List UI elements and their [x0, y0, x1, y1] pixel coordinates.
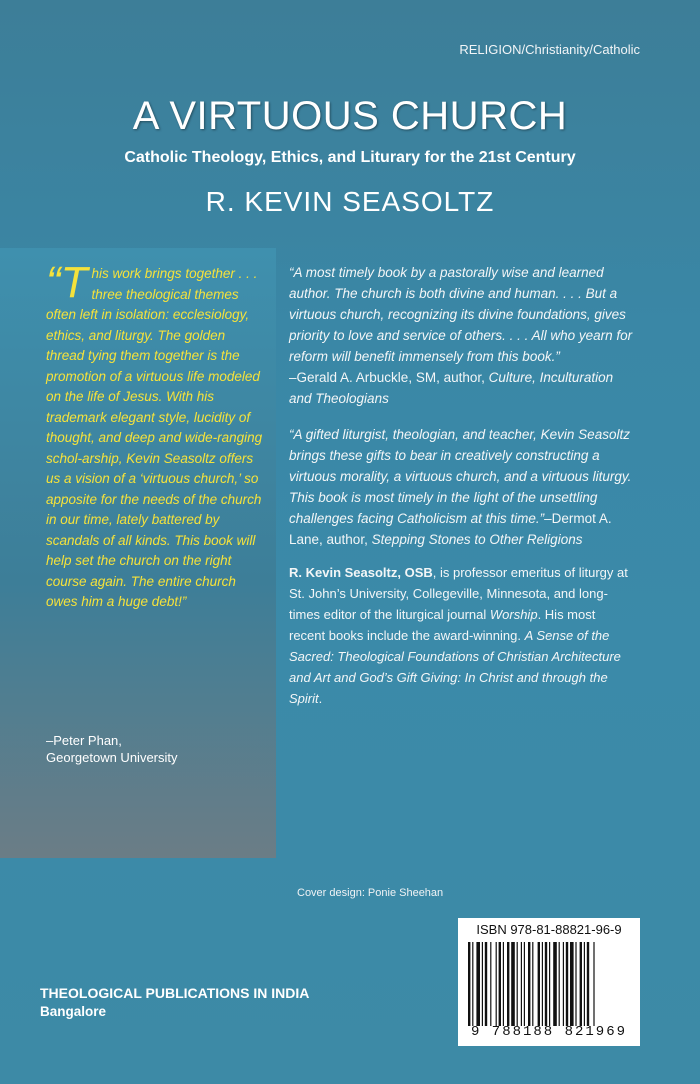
category-label: RELIGION/Christianity/Catholic — [459, 42, 640, 57]
endorsement-quote-phan — [46, 258, 266, 613]
quote-text: his work brings together . . . three theological themes often left in isolation: ecclesiology, ethics, and liturgy. The golden thread tying them together is the promotion of a virtuous life modeled on the life of Jesus. With his trademark elegant style, lucidity of thought, and deep and wide-ranging schol-arship, Kevin Seasoltz offers us a vision of a ‘virtuous church,’ so apposite for the needs of the church in our time, lately battered by scandals of all kinds. This book will help set the church on the right course again. The entire church owes him a huge debt!” — [46, 266, 263, 609]
author-bio — [289, 562, 634, 709]
book-title: A VIRTUOUS CHURCH — [132, 94, 568, 138]
quote-dropcap: “T — [46, 258, 88, 307]
isbn-number: ISBN 978-81-88821-96-9 — [476, 922, 622, 937]
bio-text-2: . His most recent books include the award-winning. — [289, 607, 596, 643]
quote-book-title: Stepping Stones to Other Religions — [371, 532, 583, 547]
bio-books: A Sense of the Sacred: Theological Foundations of Christian Architecture and Art and God’s Gift Giving: In Christ and through the Spirit — [289, 628, 621, 706]
quote-text: “A most timely book by a pastorally wise and learned author. The church is both divine and human. . . . But a virtuous church, recognizing its divine foundations, gives priority to love and service of others. . . . All who yearn for reform will benefit immensely from this book.” — [289, 265, 633, 364]
attribution-org: Georgetown University — [46, 750, 178, 765]
barcode-digits: 9 788188 821969 — [470, 1024, 628, 1040]
bio-text-1: , is professor emeritus of liturgy at St. John’s University, Collegeville, Minnesota, and long-times editor of the liturgical journal — [289, 565, 628, 622]
isbn-barcode — [458, 918, 640, 1046]
quote-attribution: –Dermot A. Lane, author, — [289, 511, 612, 547]
right-column — [289, 262, 634, 709]
publisher-city: Bangalore — [40, 1004, 107, 1019]
quote-attribution: –Gerald A. Arbuckle, SM, author, — [289, 370, 489, 385]
book-subtitle: Catholic Theology, Ethics, and Liturary for the 21st Century — [124, 149, 576, 166]
bio-journal: Worship — [489, 607, 538, 622]
barcode-icon — [468, 942, 630, 1026]
book-author: R. KEVIN SEASOLTZ — [205, 186, 495, 217]
publisher-name: THEOLOGICAL PUBLICATIONS IN INDIA — [40, 985, 310, 1001]
quote-book-title: Culture, Inculturation and Theologians — [289, 370, 614, 406]
bio-name: R. Kevin Seasoltz, OSB — [289, 565, 433, 580]
bio-end: . — [318, 691, 323, 706]
quote-attribution-phan — [46, 732, 178, 766]
cover-design-credit: Cover design: Ponie Sheehan — [297, 887, 444, 899]
quote-text: “A gifted liturgist, theologian, and teacher, Kevin Seasoltz brings these gifts to bear in creatively constructing a virtuous morality, a virtuous church, and a virtuous liturgy. This book is most timely in the light of the unsettling challenges facing Catholicism at this time.” — [289, 427, 632, 526]
endorsement-quote-lane — [289, 424, 634, 550]
endorsement-quote-arbuckle — [289, 262, 634, 409]
attribution-name: –Peter Phan, — [46, 733, 122, 748]
